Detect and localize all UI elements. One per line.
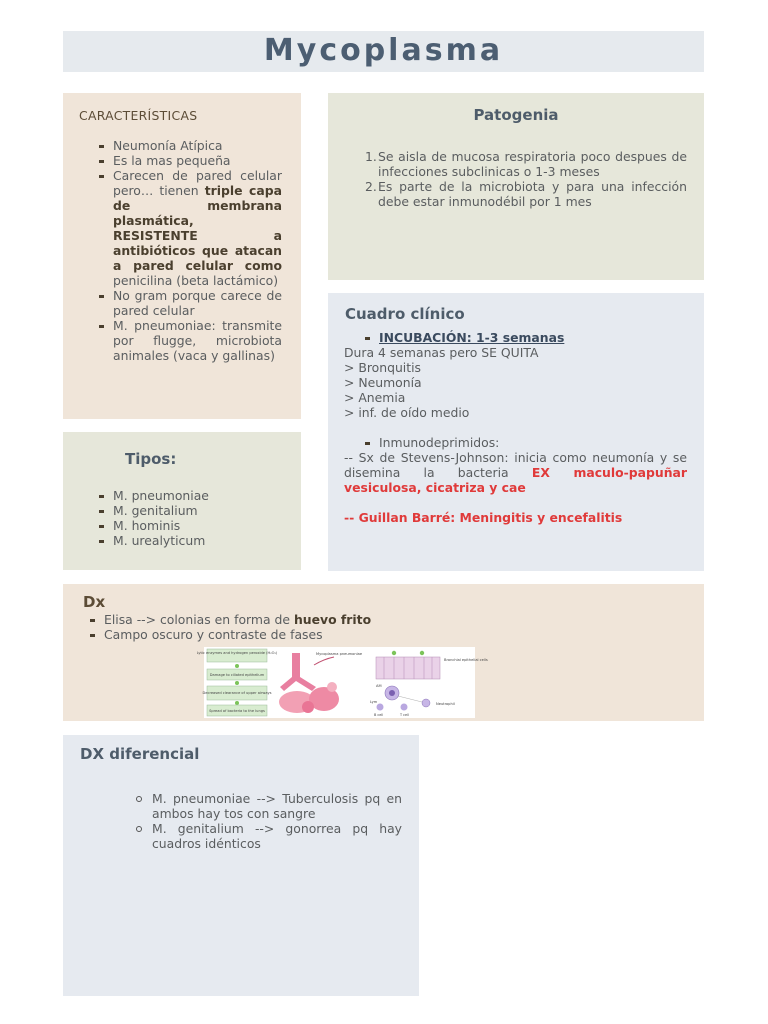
incubacion-list	[344, 330, 687, 345]
caracteristicas-card	[63, 93, 301, 419]
neutrophil-label: Neutrophil	[436, 702, 455, 706]
list-item: M. genitalium	[96, 503, 286, 518]
mycoplasma-label: Mycoplasma pneumoniae	[316, 652, 363, 656]
flow-box-label: Spread of bacteria to the lungs	[209, 709, 265, 713]
bacteria-icon	[420, 651, 424, 655]
patogenia-heading: Patogenia	[473, 106, 559, 124]
list-item: 2. Es parte de la microbiota y para una infección debe estar inmunodébil por 1 mes	[365, 179, 687, 209]
arrow-dot	[235, 681, 239, 685]
list-item: Elisa --> colonias en forma de huevo frito	[87, 612, 647, 627]
inmuno-item: Inmunodeprimidos:	[362, 435, 687, 450]
epithelium-icon	[376, 657, 440, 679]
cuadro-clinico-card	[328, 293, 704, 571]
cuadro-line: > Bronquitis	[344, 360, 421, 375]
cuadro-line: Dura 4 semanas pero SE QUITA	[344, 345, 539, 360]
dx-diferencial-card	[63, 735, 419, 996]
caracteristicas-heading: CARACTERÍSTICAS	[79, 108, 198, 123]
list-item: M. pneumoniae --> Tuberculosis pq en ambos hay tos con sangre	[133, 791, 402, 821]
lym-label: Lym	[370, 700, 378, 704]
title-banner	[63, 31, 704, 72]
arrow-dot	[235, 664, 239, 668]
dx-heading: Dx	[83, 593, 106, 611]
list-item: M. urealyticum	[96, 533, 286, 548]
cuadro-heading: Cuadro clínico	[345, 305, 465, 323]
patogenia-list	[365, 149, 687, 209]
list-item: Es la mas pequeña	[96, 153, 282, 168]
cuadro-line: > inf. de oído medio	[344, 405, 470, 420]
pathogenesis-diagram-svg	[196, 647, 488, 718]
flow-box-label: Damage to ciliated epithelium	[209, 673, 265, 677]
guillan-barre-text: -- Guillan Barré: Meningitis y encefalitis	[344, 510, 623, 525]
list-item: 1. Se aisla de mucosa respiratoria poco despues de infecciones subclinicas o 1-3 meses	[365, 149, 687, 179]
list-item: M. hominis	[96, 518, 286, 533]
t-cell-label: T cell	[400, 713, 409, 717]
incubacion-item: INCUBACIÓN: 1-3 semanas	[362, 330, 687, 345]
arrow-dot	[235, 701, 239, 705]
list-item: M. pneumoniae: transmite por flugge, microbiota animales (vaca y gallinas)	[96, 318, 282, 363]
inmuno-list	[344, 435, 687, 450]
tipos-card	[63, 432, 301, 570]
tipos-list	[96, 488, 286, 548]
alveoli-icon	[327, 682, 337, 692]
flow-box-label: Decreased clearance of upper airways	[202, 691, 272, 695]
list-item: Campo oscuro y contraste de fases	[87, 627, 647, 642]
tipos-heading: Tipos:	[125, 450, 177, 468]
flow-box-label: Lytic enzymes and hydrogen peroxide (H₂O₂)	[196, 651, 278, 655]
cuadro-line: > Neumonía	[344, 375, 422, 390]
list-item: M. pneumoniae	[96, 488, 286, 503]
dx-diferencial-heading: DX diferencial	[80, 745, 200, 763]
list-item: Neumonía Atípica	[96, 138, 282, 153]
patogenia-card	[328, 93, 704, 280]
b-cell-icon	[377, 704, 384, 711]
t-cell-icon	[401, 704, 408, 711]
cuadro-line: > Anemia	[344, 390, 406, 405]
list-item: Carecen de pared celular pero… tienen triple capa de membrana plasmática, RESISTENTE a antibióticos que atacan a pared celular como penicilina (beta lactámico)	[96, 168, 282, 288]
alveoli-icon	[302, 701, 314, 713]
b-cell-label: B cell	[374, 713, 384, 717]
trachea-icon	[280, 653, 316, 691]
pathogenesis-diagram	[196, 647, 488, 718]
bacteria-icon	[392, 651, 396, 655]
dx-diferencial-list	[133, 791, 402, 851]
page-title: Mycoplasma	[263, 33, 504, 68]
bronchial-label: Bronchial epithelial cells	[444, 658, 488, 662]
dx-list	[87, 612, 647, 642]
cuadro-body	[344, 330, 687, 525]
list-item: M. genitalium --> gonorrea pq hay cuadros idénticos	[133, 821, 402, 851]
am-label: AM	[376, 684, 382, 688]
stevens-johnson-text: -- Sx de Stevens-Johnson: inicia como neumonía y se disemina la bacteria EX maculo-papuñar vesiculosa, cicatriza y cae	[344, 450, 687, 495]
list-item: No gram porque carece de pared celular	[96, 288, 282, 318]
caracteristicas-list	[96, 138, 282, 363]
pointer-line	[314, 657, 334, 665]
neutrophil-icon	[422, 699, 430, 707]
